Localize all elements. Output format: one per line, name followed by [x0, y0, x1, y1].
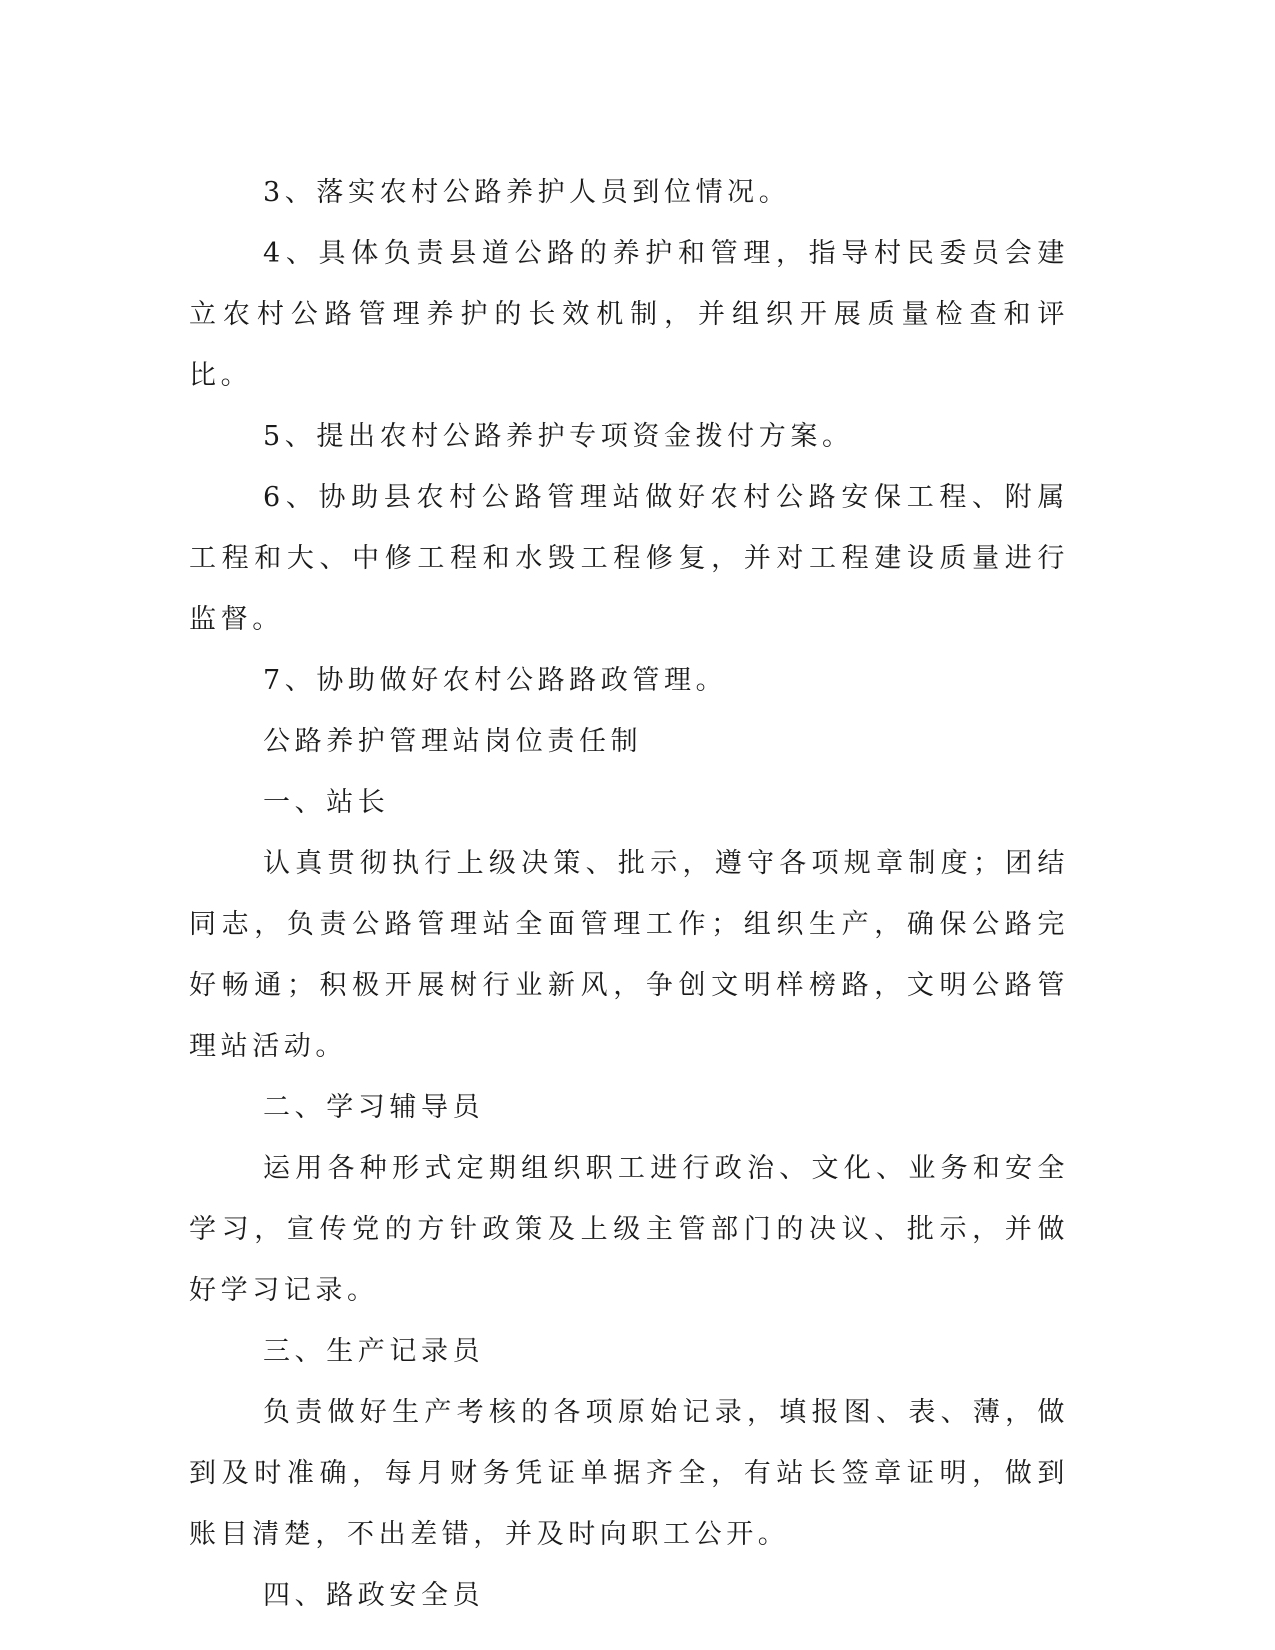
paragraph-item-6: 6、协助县农村公路管理站做好农村公路安保工程、附属工程和大、中修工程和水毁工程修复，并对工程建设质量进行监督。	[189, 482, 1069, 635]
paragraph-item-7: 7、协助做好农村公路路政管理。	[263, 665, 728, 696]
role-description-station-master: 认真贯彻执行上级决策、批示，遵守各项规章制度；团结同志，负责公路管理站全面管理工作；组织生产，确保公路完好畅通；积极开展树行业新风，争创文明样榜路，文明公路管理站活动。	[189, 848, 1069, 1062]
document-body	[189, 162, 1069, 1626]
role-heading-study-counselor: 二、学习辅导员	[263, 1092, 485, 1123]
role-description-study-counselor: 运用各种形式定期组织职工进行政治、文化、业务和安全学习，宣传党的方针政策及上级主管部门的决议、批示，并做好学习记录。	[189, 1153, 1069, 1306]
paragraph-item-5: 5、提出农村公路养护专项资金拨付方案。	[263, 421, 854, 452]
section-title: 公路养护管理站岗位责任制	[263, 726, 643, 757]
role-heading-station-master: 一、站长	[263, 787, 390, 818]
paragraph-item-4: 4、具体负责县道公路的养护和管理，指导村民委员会建立农村公路管理养护的长效机制，并组织开展质量检查和评比。	[189, 238, 1069, 391]
role-heading-road-safety-officer: 四、路政安全员	[263, 1580, 485, 1611]
role-heading-production-recorder: 三、生产记录员	[263, 1336, 485, 1367]
paragraph-item-3: 3、落实农村公路养护人员到位情况。	[263, 177, 791, 208]
role-description-production-recorder: 负责做好生产考核的各项原始记录，填报图、表、薄，做到及时准确，每月财务凭证单据齐全，有站长签章证明，做到账目清楚，不出差错，并及时向职工公开。	[189, 1397, 1069, 1550]
